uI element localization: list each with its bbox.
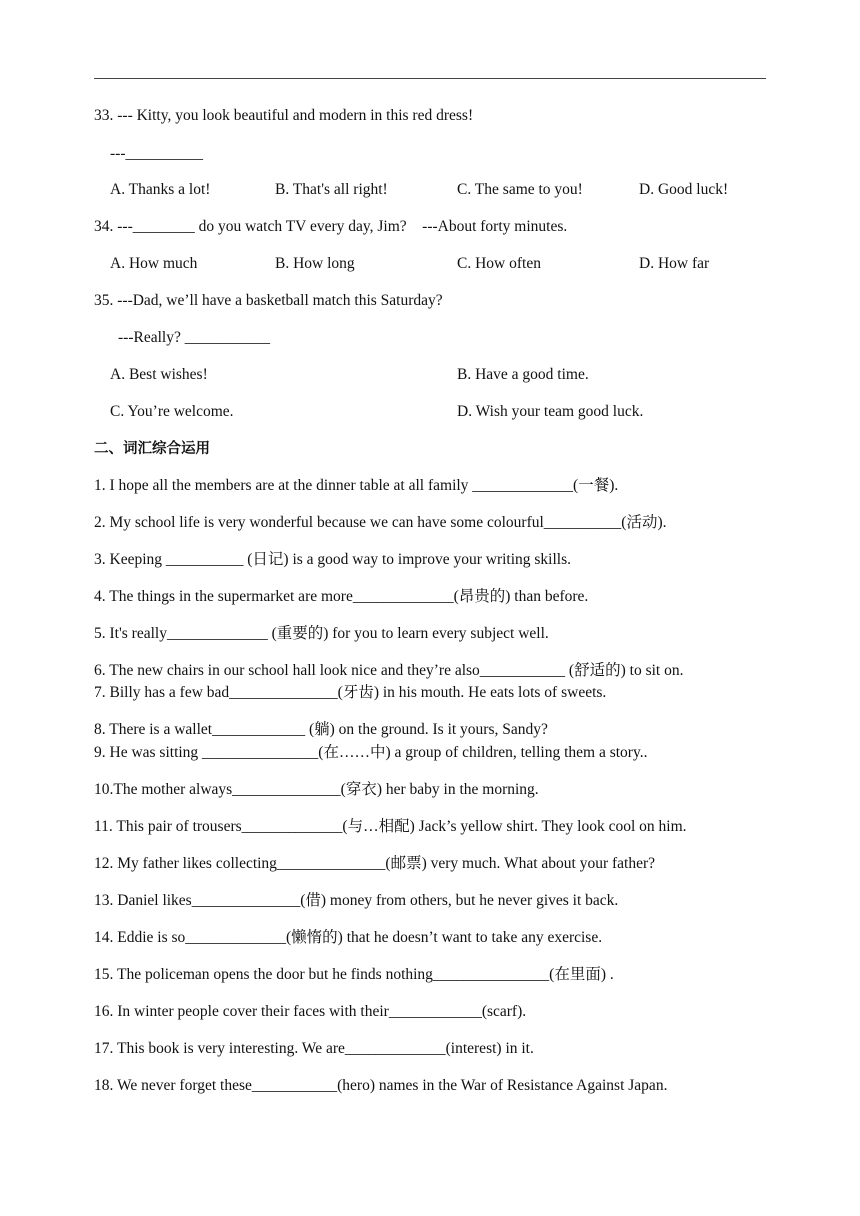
vocab-item-7: 7. Billy has a few bad______________(牙齿) in his mouth. He eats lots of sweets. [94,684,607,701]
vocab-item-14: 14. Eddie is so_____________(懒惰的) that he doesn’t want to take any exercise. [94,929,603,946]
q34-option-b: B. How long [275,255,355,272]
vocab-item-15: 15. The policeman opens the door but he finds nothing_______________(在里面) . [94,966,614,983]
vocab-item-5: 5. It's really_____________ (重要的) for you to learn every subject well. [94,625,549,642]
vocab-item-4: 4. The things in the supermarket are more_____________(昂贵的) than before. [94,588,589,605]
vocab-item-13: 13. Daniel likes______________(借) money from others, but he never gives it back. [94,892,619,909]
q35-option-c: C. You’re welcome. [110,403,234,420]
vocab-item-17: 17. This book is very interesting. We are_____________(interest) in it. [94,1040,534,1057]
vocab-item-1: 1. I hope all the members are at the dinner table at all family _____________(一餐). [94,477,619,494]
q35-option-a: A. Best wishes! [110,366,208,383]
vocab-item-11: 11. This pair of trousers_____________(与…相配) Jack’s yellow shirt. They look cool on him. [94,818,687,835]
vocab-item-3: 3. Keeping __________ (日记) is a good way to improve your writing skills. [94,551,572,568]
vocab-item-2: 2. My school life is very wonderful because we can have some colourful__________(活动). [94,514,667,531]
q33-option-c: C. The same to you! [457,181,583,198]
q33-option-a: A. Thanks a lot! [110,181,211,198]
vocab-item-9: 9. He was sitting _______________(在……中) a group of children, telling them a story.. [94,744,648,761]
q35-option-b: B. Have a good time. [457,366,589,383]
vocab-item-6: 6. The new chairs in our school hall look nice and they’re also___________ (舒适的) to sit on. [94,662,684,679]
q33-reply: ---__________ [110,145,203,162]
vocab-item-18: 18. We never forget these___________(hero) names in the War of Resistance Against Japan. [94,1077,668,1094]
q34-option-a: A. How much [110,255,198,272]
q35-stem: 35. ---Dad, we’ll have a basketball match this Saturday? [94,292,443,309]
vocab-item-8: 8. There is a wallet____________ (躺) on the ground. Is it yours, Sandy? [94,721,548,738]
q35-reply: ---Really? ___________ [118,329,270,346]
section-title: 二、词汇综合运用 [94,441,210,457]
q33-option-d: D. Good luck! [639,181,729,198]
q34-option-d: D. How far [639,255,710,272]
vocab-item-12: 12. My father likes collecting______________(邮票) very much. What about your father? [94,855,656,872]
q33-stem: 33. --- Kitty, you look beautiful and modern in this red dress! [94,107,474,124]
q33-option-b: B. That's all right! [275,181,388,198]
vocab-item-10: 10.The mother always______________(穿衣) her baby in the morning. [94,781,539,798]
q34-option-c: C. How often [457,255,541,272]
header-rule [94,78,766,79]
q34-stem: 34. ---________ do you watch TV every day, Jim? ---About forty minutes. [94,218,568,235]
q35-option-d: D. Wish your team good luck. [457,403,644,420]
vocab-item-16: 16. In winter people cover their faces with their____________(scarf). [94,1003,527,1020]
